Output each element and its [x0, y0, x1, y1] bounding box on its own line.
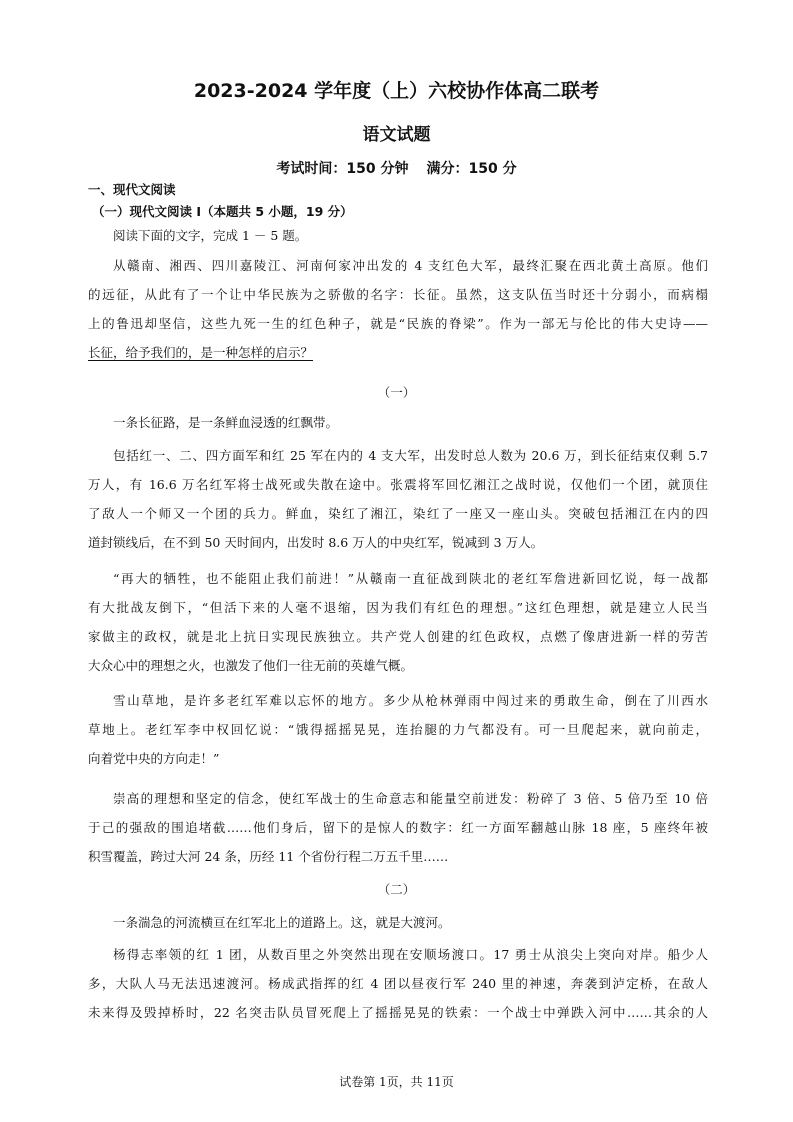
page-footer: 试卷第 1页，共 11页 — [339, 1075, 454, 1089]
text-line: 未来得及毁掉桥时，22 名突击队员冒死爬上了摇摇晃晃的铁索：一个战士中弹跌入河中……其余的人 — [88, 1005, 708, 1020]
text-line: 草地上。老红军李中权回忆说：“饿得摇摇晃晃，连抬腿的力气都没有。可一旦爬起来，就向前走， — [88, 722, 708, 737]
text-line: 杨得志率领的红 1 团，从数百里之外突然出现在安顺场渡口。17 勇士从浪尖上突向对岸。船少人 — [113, 947, 708, 962]
part-marker-2: （二） — [377, 882, 416, 897]
part1-paragraph-1: 一条长征路，是一条鲜血浸透的红飘带。 — [113, 415, 339, 430]
text-line: “再大的牺牲，也不能阻止我们前进！”从赣南一直征战到陕北的老红军詹进新回忆说，每一战都 — [113, 571, 708, 586]
intro-line: 的远征，从此有了一个让中华民族为之骄傲的名字：长征。虽然，这支队伍当时还十分弱小，而病榻 — [88, 287, 708, 302]
text-line: 大众心中的理想之火，也激发了他们一往无前的英雄气概。 — [88, 658, 414, 673]
intro-line: 从赣南、湘西、四川嘉陵江、河南何家冲出发的 4 支红色大军，最终汇聚在西北黄土高原。他们 — [113, 258, 708, 273]
subject-title: 语文试题 — [362, 125, 431, 145]
exam-time: 考试时间：150 分钟 — [276, 161, 409, 177]
part1-paragraph-4 — [88, 686, 708, 773]
intro-line: 上的鲁迅却坚信，这些九死一生的红色种子，就是“民族的脊梁”。作为一部无与伦比的伟大史诗—— — [88, 316, 708, 331]
text-line: 崇高的理想和坚定的信念，使红军战士的生命意志和能量空前迸发：粉碎了 3 倍、5 倍乃至 10 倍 — [113, 791, 708, 806]
instruction: 阅读下面的文字，完成 1 － 5 题。 — [113, 228, 308, 243]
text-line: 家做主的政权，就是北上抗日实现民族独立。共产党人创建的红色政权，点燃了像唐进新一样的劳苦 — [88, 629, 708, 644]
text-line: 于己的强敌的围追堵截……他们身后，留下的是惊人的数字：红一方面军翻越山脉 18 座，5 座终年被 — [88, 820, 708, 835]
section-heading: 一、现代文阅读 — [88, 182, 176, 197]
exam-title: 2023-2024 学年度（上）六校协作体高二联考 — [193, 80, 600, 102]
text-line: 道封锁线后，在不到 50 天时间内，出发时 8.6 万人的中央红军，锐减到 3 万人。 — [88, 535, 544, 550]
part1-paragraph-2 — [88, 441, 708, 557]
intro-paragraph — [88, 251, 708, 367]
text-line: 万人，有 16.6 万名红军将士战死或失散在途中。张震将军回忆湘江之战时说，仅他们一个团，就顶住 — [88, 477, 708, 492]
text-line: 包括红一、二、四方面军和红 25 军在内的 4 支大军，出发时总人数为 20.6 万，到长征结束仅剩 5.7 — [113, 448, 708, 463]
text-line: 雪山草地，是许多老红军难以忘怀的地方。多少从枪林弹雨中闯过来的勇敢生命，倒在了川西水 — [113, 693, 708, 708]
text-line: 有大批战友倒下，“但活下来的人毫不退缩，因为我们有红色的理想。”这红色理想，就是建立人民当 — [88, 600, 708, 615]
text-line: 了敌人一个师又一个团的兵力。鲜血，染红了湘江，染红了一座又一座山头。突破包括湘江在内的四 — [88, 506, 708, 521]
part2-paragraph-2 — [88, 940, 708, 1027]
part2-paragraph-1: 一条湍急的河流横亘在红军北上的道路上。这，就是大渡河。 — [113, 915, 451, 930]
intro-question: 长征，给予我们的，是一种怎样的启示？ — [88, 345, 314, 360]
full-score: 满分：150 分 — [426, 161, 517, 177]
part1-paragraph-5 — [88, 784, 708, 871]
exam-info — [0, 158, 793, 178]
text-line: 向着党中央的方向走！” — [88, 751, 220, 766]
part1-paragraph-3 — [88, 564, 708, 680]
text-line: 多，大队人马无法迅速渡河。杨成武指挥的红 4 团以昼夜行军 240 里的神速，奔袭到泸定桥，在敌人 — [88, 976, 708, 991]
text-line: 积雪覆盖，跨过大河 24 条，历经 11 个省份行程二万五千里…… — [88, 849, 449, 864]
part-marker-1: （一） — [377, 385, 416, 400]
section-subheading: （一）现代文阅读 I（本题共 5 小题，19 分） — [92, 204, 353, 219]
